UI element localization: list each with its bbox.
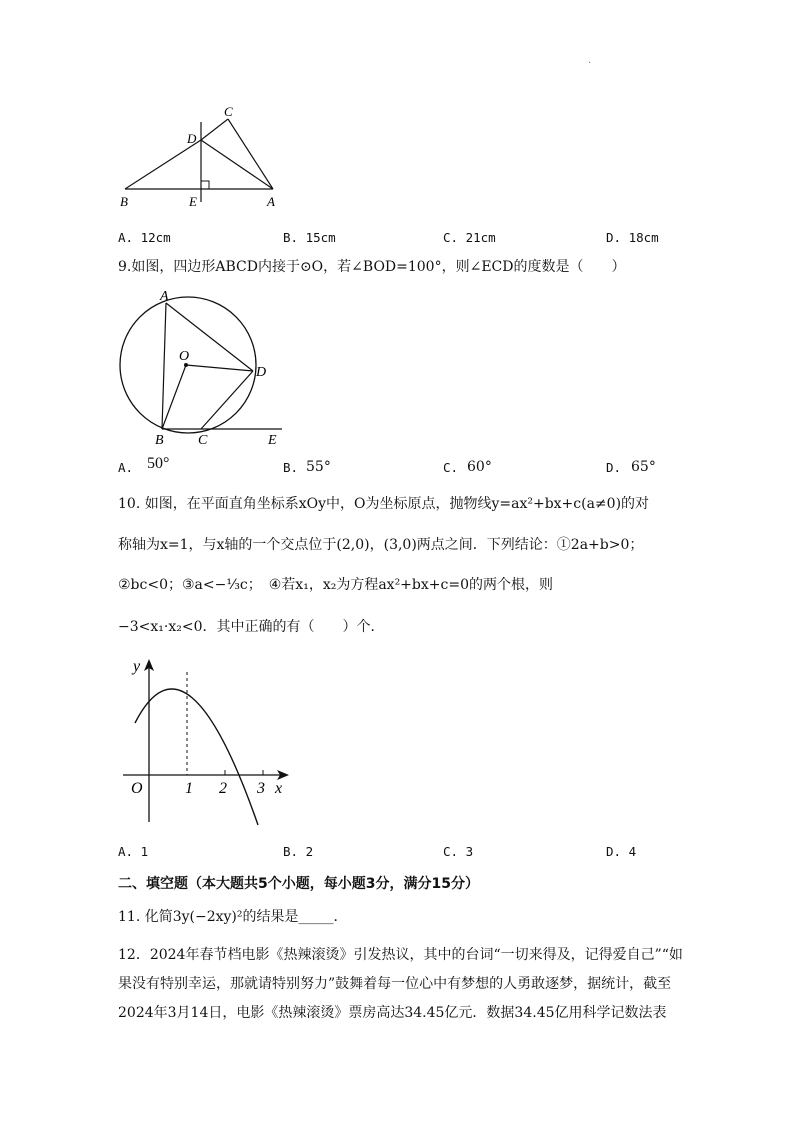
parabola-graph-q10	[115, 650, 305, 835]
q9-option-b-letter: B.	[283, 460, 299, 475]
label-b: B	[155, 433, 164, 448]
triangle-figure-q8	[110, 100, 300, 215]
label-a: A	[267, 194, 275, 209]
q8-option-a: A. 12cm	[118, 230, 171, 245]
tick-label-3: 3	[257, 780, 265, 797]
q9-option-c-letter: C.	[443, 460, 459, 475]
segment-ab	[162, 303, 166, 429]
segment-bd	[125, 140, 201, 189]
label-e: E	[189, 194, 197, 209]
q9-option-d-value: 65°	[631, 459, 656, 475]
q9-option-a-letter: A.	[118, 460, 134, 475]
q9-option-b-value: 55°	[306, 459, 331, 475]
label-o: O	[179, 349, 190, 364]
x-label: x	[275, 780, 283, 797]
q10-option-b: B. 2	[283, 844, 314, 859]
q10-line-4: −3<x₁·x₂<0．其中正确的有（ ）个．	[118, 619, 385, 635]
q8-option-b: B. 15cm	[283, 230, 336, 245]
tick-label-2: 2	[219, 780, 227, 797]
circle-figure-q9	[110, 282, 310, 452]
segment-od	[186, 365, 253, 371]
label-c: C	[224, 104, 233, 119]
q10-option-c: C. 3	[443, 844, 474, 859]
label-e: E	[268, 433, 277, 448]
segment-ob	[162, 365, 186, 429]
q10-line-2: 称轴为x=1，与x轴的一个交点位于(2,0)，(3,0)两点之间．下列结论：①2a+b>0；	[118, 537, 644, 553]
q9-option-a-value: 50°	[147, 455, 170, 472]
label-c: C	[198, 433, 208, 448]
section-heading: 二、填空题（本大题共5个小题，每小题3分，满分15分）	[118, 876, 479, 892]
parabola-curve	[135, 689, 258, 825]
label-d: D	[256, 365, 267, 380]
q9-option-c-value: 60°	[467, 459, 492, 475]
q10-line-3: ②bc<0；③a<−⅓c； ④若x₁，x₂为方程ax²+bx+c=0的两个根，则	[118, 577, 553, 593]
origin-label: O	[131, 780, 143, 797]
q12-line-1: 12．2024年春节档电影《热辣滚烫》引发热议，其中的台词“一切来得及，记得爱自己”“如	[118, 947, 683, 963]
q12-line-3: 2024年3月14日，电影《热辣滚烫》票房高达34.45亿元．数据34.45亿用科学记数法表	[118, 1005, 667, 1021]
q9-stem: 9.如图，四边形ABCD内接于⊙O，若∠BOD=100°，则∠ECD的度数是（ ）	[118, 259, 626, 275]
q10-line-1: 10. 如图，在平面直角坐标系xOy中，O为坐标原点，抛物线y=ax²+bx+c(a≠0)的对	[118, 496, 650, 512]
header-mark: ·	[588, 58, 592, 69]
segment-da	[201, 140, 273, 189]
right-angle-mark	[201, 181, 209, 189]
tick-label-1: 1	[185, 780, 193, 797]
q10-option-a: A. 1	[118, 844, 149, 859]
label-d: D	[187, 131, 197, 146]
q9-option-d-letter: D.	[606, 460, 622, 475]
q11-text: 11. 化简3y(−2xy)²的结果是_____．	[118, 909, 348, 925]
label-a: A	[160, 289, 169, 304]
label-b: B	[120, 194, 128, 209]
q8-option-c: C. 21cm	[443, 230, 496, 245]
segment-dc	[201, 119, 228, 140]
q10-option-d: D. 4	[606, 844, 637, 859]
q8-option-d: D. 18cm	[606, 230, 659, 245]
q12-line-2: 果没有特别幸运，那就请特别努力”鼓舞着每一位心中有梦想的人勇敢逐梦，据统计，截至	[118, 976, 672, 992]
segment-ca	[228, 119, 273, 189]
y-label: y	[133, 658, 141, 675]
